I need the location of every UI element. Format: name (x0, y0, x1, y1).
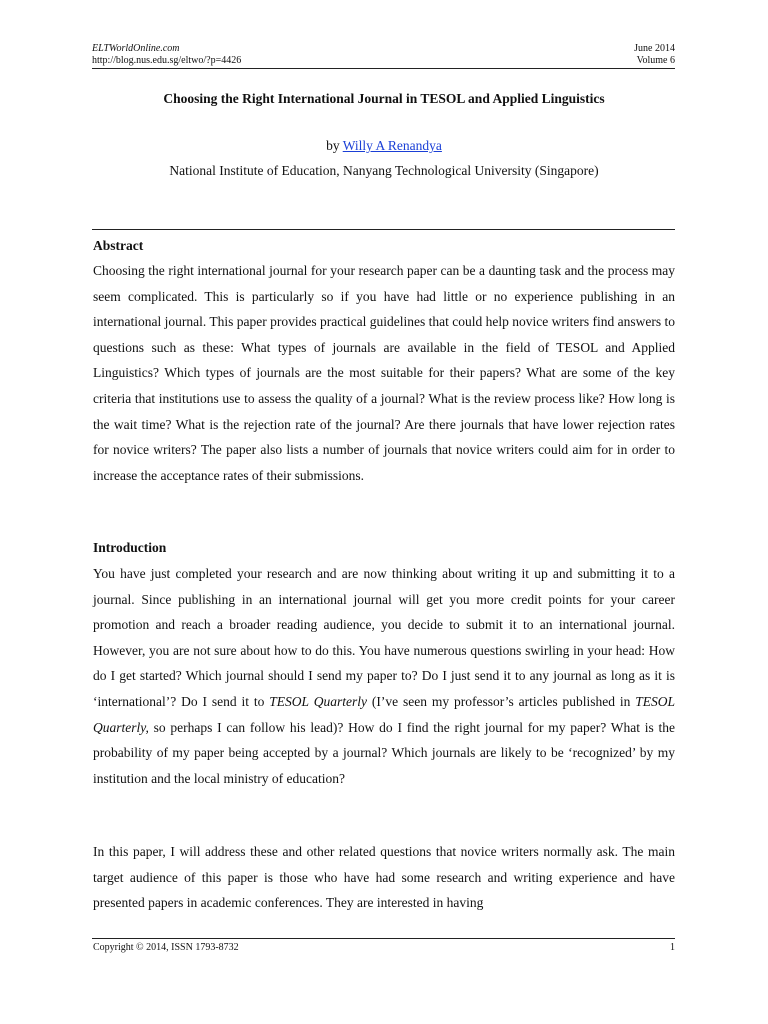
intro-text-part-3: so perhaps I can follow his lead)? How do I find the right journal for my paper? What is the probability of my paper being accepted by a journal? Which journals are likely to be ‘recognized’ by my institution and the local ministry of education? (93, 719, 675, 786)
byline (0, 138, 768, 154)
site-name: ELTWorldOnline.com (92, 43, 180, 54)
author-affiliation: National Institute of Education, Nanyang Technological University (Singapore) (169, 163, 599, 178)
page-header-right (634, 43, 675, 67)
introduction-paragraph-2: In this paper, I will address these and other related questions that novice writers normally ask. The main target audience of this paper is those who have had some research and writing experience and have presented papers in academic conferences. They are interested in having (93, 844, 675, 911)
article-title: Choosing the Right International Journal in TESOL and Applied Linguistics (163, 91, 605, 106)
page-header-left (92, 43, 241, 67)
copyright-notice: Copyright © 2014, ISSN 1793-8732 (93, 942, 239, 953)
intro-text-part-1: You have just completed your research and are now thinking about writing it up and submitting it to a journal. Since publishing in an international journal will get you more credit points for your career promotion and reach a broader reading audience, you decide to submit it to an international journal. However, you are not sure about how to do this. You have numerous questions swirling in your head: How do I get started? Which journal should I send my paper to? Do I just send it to any journal as long as it is ‘international’? Do I send it to (93, 566, 675, 709)
page-number: 1 (670, 942, 675, 953)
byline-prefix: by (326, 138, 343, 153)
journal-name: TESOL Quarterly (269, 693, 367, 709)
abstract-heading: Abstract (93, 238, 144, 253)
abstract-paragraph: Choosing the right international journal for your research paper can be a daunting task and the process may seem complicated. This is particularly so if you have had little or no experience publishing in an international journal. This paper provides practical guidelines that could help novice writers find answers to questions such as these: What types of journals are available in the field of TESOL and Applied Linguistics? Which types of journals are the most suitable for their papers? What are some of the key criteria that institutions use to assess the quality of a journal? What is the review process like? How long is the wait time? What is the rejection rate of the journal? Are there journals that have lower rejection rates for novice writers? The paper also lists a number of journals that novice writers could aim for in order to increase the acceptance rates of their submissions. (93, 263, 675, 483)
article-url[interactable]: http://blog.nus.edu.sg/eltwo/?p=4426 (92, 55, 242, 66)
author-link[interactable]: Willy A Renandya (342, 138, 442, 153)
intro-text-part-2: (I’ve seen my professor’s articles published in (366, 693, 636, 709)
introduction-paragraph-1 (93, 561, 675, 791)
introduction-heading: Introduction (93, 540, 167, 555)
volume-label: Volume 6 (636, 55, 675, 66)
footer-divider (92, 938, 675, 939)
issue-date: June 2014 (634, 43, 675, 54)
section-divider (92, 229, 675, 230)
journal-name: TESOL Quarterly, (93, 693, 676, 735)
header-divider (92, 68, 675, 69)
